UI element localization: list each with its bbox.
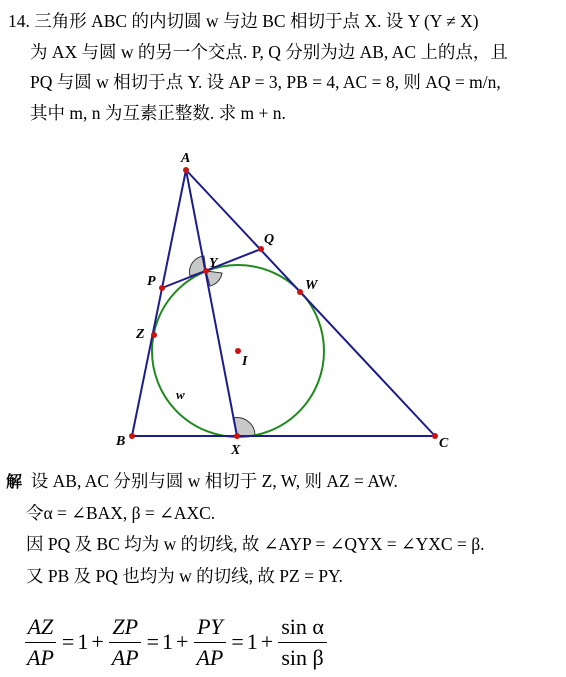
point-p (159, 285, 165, 291)
label-c: C (439, 436, 449, 451)
problem-number: 14. (8, 11, 30, 31)
solution-line-4: 又 PB 及 PQ 也均为 w 的切线, 故 PZ = PY. (26, 565, 343, 586)
fraction-sin-ratio: $\frac{\text{sin α}}{\text{sin β}}$ (278, 614, 327, 671)
problem-line-2: 为 AX 与圆 w 的另一个交点. P, Q 分别为边 AB, AC 上的点，且 (30, 41, 508, 62)
label-b: B (116, 434, 126, 449)
solution-line-1: 解 设 AB, AC 分别与圆 w 相切于 Z, W, 则 AZ = AW. (6, 471, 398, 491)
label-q: Q (264, 232, 275, 247)
label-p: P (147, 274, 156, 289)
point-w (297, 289, 303, 295)
point-a (183, 167, 189, 173)
point-b (129, 433, 135, 439)
fraction-py-ap: $\frac{PY}{AP}$ (193, 614, 226, 671)
point-c (432, 433, 438, 439)
fraction-az-ap: $\frac{AZ}{AP}$ (24, 614, 57, 671)
label-z: Z (136, 327, 145, 342)
label-w: W (305, 278, 318, 293)
label-w-circle: w (176, 387, 185, 402)
solution-line-2: 令α = ∠BAX, β = ∠AXC. (26, 502, 216, 523)
point-i (235, 348, 241, 354)
label-i: I (242, 354, 248, 369)
solution-line-3: 因 PQ 及 BC 均为 w 的切线, 故 ∠AYP = ∠QYX = ∠YXC = β. (26, 534, 485, 554)
segment-ax (186, 170, 237, 436)
point-z (151, 332, 157, 338)
point-x (234, 433, 240, 439)
label-a: A (181, 151, 191, 166)
problem-line-4: 其中 m, n 为互素正整数. 求 m + n. (30, 102, 286, 123)
ratio-formula: $\frac{AZ}{AP}$ = 1 + $\frac{ZP}{AP}$ = 1 + $\frac{PY}{AP}$ = 1 + $\frac{\text{sin α}}{\text{sin β}}$ (22, 610, 329, 674)
solution (6, 466, 562, 592)
solution-heading: 解 (6, 472, 23, 491)
problem-line-3: PQ 与圆 w 相切于点 Y. 设 AP = 3, PB = 4, AC = 8, 则 AQ = m/n, (30, 72, 501, 92)
label-x: X (231, 443, 241, 458)
fraction-zp-ap: $\frac{ZP}{AP}$ (109, 614, 142, 671)
problem-line-1: 14. 三角形 ABC 的内切圆 w 与边 BC 相切于点 X. 设 Y (Y ≠ X) (8, 11, 479, 31)
label-y: Y (209, 256, 218, 271)
